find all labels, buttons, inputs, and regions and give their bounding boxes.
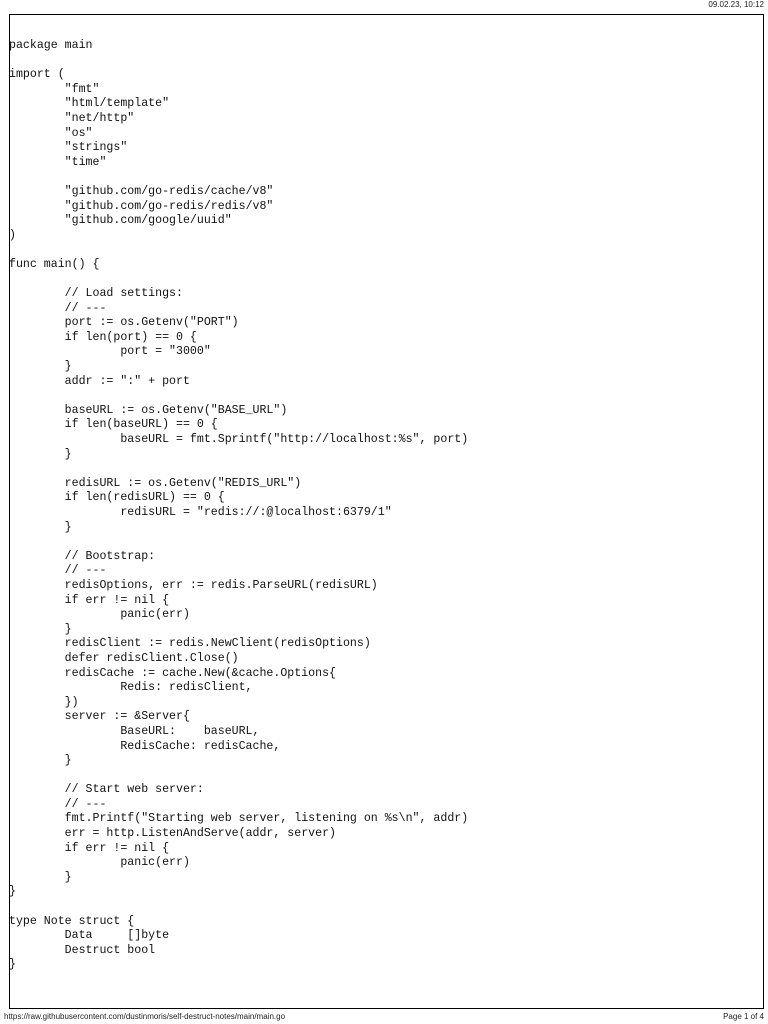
code-line (9, 769, 468, 784)
code-line: BaseURL: baseURL, (9, 724, 260, 738)
code-line: } (9, 958, 16, 972)
source-url[interactable]: https://raw.githubusercontent.com/dustinmoris/self-destruct-notes/main/main.go (4, 1012, 286, 1021)
code-line: "fmt" (9, 82, 100, 96)
code-line: } (9, 870, 72, 884)
code-line: "net/http" (9, 111, 135, 125)
code-line: ) (9, 228, 16, 242)
code-line: panic(err) (9, 856, 190, 870)
code-line: baseURL := os.Getenv("BASE_URL") (9, 403, 288, 417)
code-line: err = http.ListenAndServe(addr, server) (9, 827, 337, 841)
code-line: port := os.Getenv("PORT") (9, 316, 239, 330)
code-line: redisURL := os.Getenv("REDIS_URL") (9, 476, 302, 490)
code-line: addr := ":" + port (9, 374, 190, 388)
code-line (9, 389, 468, 404)
code-line: // --- (9, 301, 107, 315)
code-line: port = "3000" (9, 345, 211, 359)
code-line: } (9, 754, 72, 768)
code-line: // Load settings: (9, 287, 183, 301)
code-line: redisURL = "redis://:@localhost:6379/1" (9, 506, 392, 519)
code-line: package main (9, 39, 93, 52)
code-line: if len(redisURL) == 0 { (9, 491, 225, 505)
code-line: } (9, 622, 72, 636)
code-line: // Bootstrap: (9, 549, 156, 563)
code-line: "github.com/go-redis/redis/v8" (9, 199, 274, 213)
source-code-block (9, 39, 468, 973)
code-line: Destruct bool (9, 943, 156, 957)
code-line (9, 54, 468, 69)
code-line: } (9, 885, 16, 899)
code-line: server := &Server{ (9, 710, 190, 724)
code-line (9, 273, 468, 288)
code-line: Redis: redisClient, (9, 681, 253, 695)
code-line: redisClient := redis.NewClient(redisOptions) (9, 637, 371, 651)
code-line: import ( (9, 68, 65, 82)
code-line: // --- (9, 564, 107, 578)
code-line: // --- (9, 797, 107, 811)
page-number: Page 1 of 4 (723, 1012, 764, 1021)
code-line (9, 535, 468, 550)
code-line: redisCache := cache.New(&cache.Options{ (9, 666, 337, 680)
code-line: defer redisClient.Close() (9, 651, 239, 665)
code-line: func main() { (9, 257, 100, 271)
code-line: type Note struct { (9, 914, 135, 928)
code-line: // Start web server: (9, 783, 204, 797)
code-line: "time" (9, 155, 107, 169)
code-line: fmt.Printf("Starting web server, listening on %s\n", addr) (9, 812, 469, 826)
code-line: "github.com/google/uuid" (9, 214, 232, 228)
code-line: "os" (9, 126, 93, 140)
code-line: if len(baseURL) == 0 { (9, 418, 218, 432)
code-line (9, 900, 468, 915)
code-line: RedisCache: redisCache, (9, 739, 281, 753)
code-line: "strings" (9, 141, 128, 155)
code-line: if err != nil { (9, 593, 170, 607)
code-line: if len(port) == 0 { (9, 330, 197, 344)
code-line: } (9, 360, 72, 374)
code-line: } (9, 520, 72, 534)
code-line: "html/template" (9, 97, 170, 111)
code-line: "github.com/go-redis/cache/v8" (9, 184, 274, 198)
code-line (9, 243, 468, 258)
code-line (9, 170, 468, 185)
code-line: redisOptions, err := redis.ParseURL(redisURL) (9, 578, 378, 592)
code-line: panic(err) (9, 608, 190, 622)
code-line: if err != nil { (9, 841, 170, 855)
code-line: } (9, 447, 72, 461)
print-datetime: 09.02.23, 10:12 (708, 0, 764, 9)
code-line (9, 462, 468, 477)
code-line: Data []byte (9, 929, 170, 943)
code-line: }) (9, 695, 79, 709)
code-line: baseURL = fmt.Sprintf("http://localhost:%s", port) (9, 433, 469, 447)
